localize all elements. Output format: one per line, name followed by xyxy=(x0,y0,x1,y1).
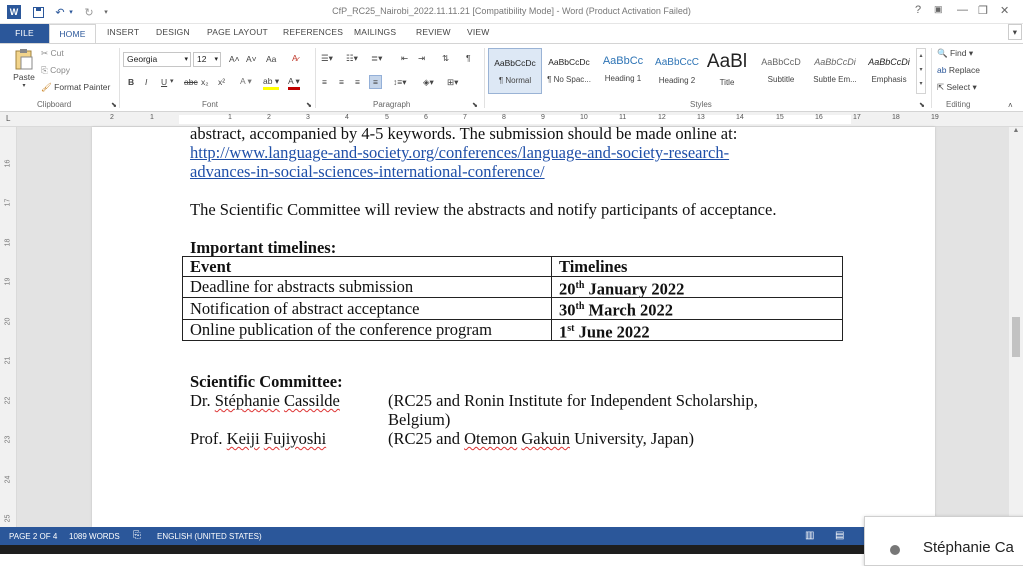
tab-home[interactable]: HOME xyxy=(49,24,96,44)
ribbon-home xyxy=(0,43,1023,112)
document-page[interactable] xyxy=(92,124,935,527)
clipboard-launcher-icon[interactable]: ⬊ xyxy=(111,102,117,109)
timelines-heading: Important timelines: xyxy=(190,238,337,257)
tab-design[interactable]: DESIGN xyxy=(156,27,190,37)
style-sample: AaBbCcDc xyxy=(548,57,590,67)
style-sample: AaBl xyxy=(706,51,748,72)
style-name: Subtle Em... xyxy=(813,75,857,84)
style-heading-2[interactable] xyxy=(650,48,704,94)
member-last-name: Fujiyoshi xyxy=(263,429,327,448)
ruler-tick-label: 1 xyxy=(150,114,154,121)
text-effects-icon[interactable]: A ▾ xyxy=(240,76,252,86)
style-name: Heading 1 xyxy=(604,74,642,83)
ruler-tick-label: 6 xyxy=(424,114,428,121)
change-case-button[interactable]: Aa xyxy=(266,54,277,64)
vertical-scrollbar[interactable] xyxy=(1009,127,1023,527)
style-heading-1[interactable] xyxy=(596,48,650,94)
replace-button[interactable] xyxy=(937,65,980,75)
style-no-spacing[interactable] xyxy=(542,48,596,94)
affiliation-word: Gakuin xyxy=(521,429,570,448)
table-row xyxy=(183,319,843,341)
font-launcher-icon[interactable]: ⬊ xyxy=(306,102,312,109)
style-sample: AaBbCcDc xyxy=(494,58,536,68)
style-sample: AaBbCc xyxy=(602,55,644,67)
cut-button[interactable] xyxy=(41,48,64,59)
committee-heading: Scientific Committee: xyxy=(190,372,343,391)
ruler-tick-label: 16 xyxy=(4,159,12,168)
table-cell-date xyxy=(552,319,843,341)
date-day: 1 xyxy=(559,322,568,341)
tab-page-layout[interactable]: PAGE LAYOUT xyxy=(207,27,268,37)
italic-button[interactable]: I xyxy=(145,77,148,87)
format-painter-icon: 🖌 xyxy=(41,82,55,92)
font-size-value: 12 xyxy=(197,54,207,64)
style-sample: AaBbCcDi xyxy=(868,57,910,67)
style-subtle-emphasis[interactable] xyxy=(808,48,862,94)
find-label: Find xyxy=(949,48,967,58)
date-rest: June 2022 xyxy=(574,322,650,341)
ruler-tick-label: 25 xyxy=(4,514,12,523)
ruler-tick-label: 13 xyxy=(697,114,705,121)
style-title[interactable] xyxy=(700,48,754,94)
tab-references[interactable]: REFERENCES xyxy=(283,27,344,37)
format-painter-button[interactable] xyxy=(41,82,110,93)
print-layout-icon[interactable]: ▤ xyxy=(835,530,845,541)
paste-label: Paste xyxy=(13,72,35,82)
style-name: Emphasis xyxy=(871,75,907,84)
font-name-combo[interactable] xyxy=(123,52,191,67)
ruler-tick-label: 8 xyxy=(502,114,506,121)
clipboard-group-label: Clipboard xyxy=(37,100,72,109)
cut-icon: ✂ xyxy=(41,48,51,58)
font-group-label: Font xyxy=(202,100,219,109)
styles-scroll[interactable]: ▴ ▾ ▾ xyxy=(916,48,926,94)
table-cell-date xyxy=(552,298,843,320)
restore-button[interactable]: ❐ xyxy=(978,5,988,17)
bullets-icon[interactable]: ☰▾ xyxy=(321,53,333,63)
style-subtitle[interactable] xyxy=(754,48,808,94)
ruler-tick-label: 18 xyxy=(4,238,12,247)
title-bar xyxy=(0,0,1023,24)
ruler-tick-label: 22 xyxy=(4,396,12,405)
member-last-name: Cassilde xyxy=(283,391,340,410)
clear-formatting-icon[interactable]: A̷ xyxy=(292,53,298,63)
conference-link-line-1[interactable]: http://www.language-and-society.org/conferences/language-and-society-research- xyxy=(190,143,730,162)
ruler-tick-label: 3 xyxy=(306,114,310,121)
timelines-table[interactable] xyxy=(182,256,843,341)
ruler-tick-label: 19 xyxy=(4,277,12,286)
page-count[interactable]: PAGE 2 OF 4 xyxy=(9,532,58,541)
cut-label: Cut xyxy=(50,48,64,58)
undo-dropdown-icon[interactable]: ▾ xyxy=(69,9,73,16)
styles-group-label: Styles xyxy=(690,100,712,109)
ribbon-display-options-icon[interactable]: ▣ xyxy=(934,4,943,14)
ruler-tick-label: 16 xyxy=(815,114,823,121)
ruler-tick-label: 12 xyxy=(658,114,666,121)
scroll-up-icon[interactable]: ▲ xyxy=(1012,127,1020,134)
paragraph-abstract: abstract, accompanied by 4-5 keywords. The submission should be made online at: xyxy=(190,124,738,143)
word-count[interactable]: 1089 WORDS xyxy=(69,532,120,541)
table-row xyxy=(183,276,843,298)
word-app-icon[interactable]: W xyxy=(7,5,21,19)
paragraph-group-label: Paragraph xyxy=(373,100,411,109)
ruler-tick-label: 23 xyxy=(4,435,12,444)
ruler-tick-label: 2 xyxy=(110,114,114,121)
ruler-tick-label: 20 xyxy=(4,317,12,326)
scroll-thumb[interactable] xyxy=(1012,317,1020,357)
vertical-ruler[interactable] xyxy=(0,127,17,527)
table-header-row xyxy=(183,257,843,277)
member-title: Dr. xyxy=(190,391,215,410)
table-cell-event: Online publication of the conference program xyxy=(183,319,552,341)
style-normal[interactable] xyxy=(488,48,542,94)
help-button[interactable]: ? xyxy=(915,4,922,16)
copy-button[interactable] xyxy=(41,65,70,76)
align-right-icon[interactable]: ≡ xyxy=(355,77,360,87)
tab-review[interactable]: REVIEW xyxy=(416,27,451,37)
font-size-combo[interactable] xyxy=(193,52,221,67)
ruler-tick-label: 17 xyxy=(853,114,861,121)
ruler-tick-label: 21 xyxy=(4,356,12,365)
copy-label: Copy xyxy=(50,65,71,75)
language-indicator[interactable]: ENGLISH (UNITED STATES) xyxy=(157,532,262,541)
align-center-icon[interactable]: ≡ xyxy=(339,77,344,87)
committee-member-name xyxy=(190,391,340,410)
participant-overlay-card xyxy=(864,516,1023,566)
participant-name: Stéphanie Ca xyxy=(923,539,1014,556)
grow-font-button[interactable]: A˄ xyxy=(229,54,240,64)
tab-file[interactable]: FILE xyxy=(0,24,49,43)
date-rest: January 2022 xyxy=(584,279,685,298)
font-color-icon[interactable]: A ▾ xyxy=(288,76,300,90)
sort-icon[interactable]: ⇅ xyxy=(442,53,450,63)
committee-member-affiliation xyxy=(388,429,694,448)
editing-group-label: Editing xyxy=(946,100,971,109)
align-left-icon[interactable]: ≡ xyxy=(322,77,327,87)
font-size-dropdown-icon: ▾ xyxy=(214,56,218,63)
ruler-tick-label: 24 xyxy=(4,475,12,484)
member-first-name: Stéphanie xyxy=(214,391,280,410)
tab-selector-icon[interactable]: L xyxy=(6,114,11,123)
redo-icon[interactable]: ↻ xyxy=(84,6,94,19)
underline-button[interactable]: U xyxy=(161,77,168,87)
font-name-dropdown-icon: ▾ xyxy=(184,56,188,63)
date-suffix: th xyxy=(575,279,585,291)
increase-indent-icon[interactable]: ⇥ xyxy=(418,53,426,63)
ruler-tick-label: 2 xyxy=(267,114,271,121)
select-button[interactable]: ⇱ Select ▾ xyxy=(937,82,977,92)
paste-dropdown-icon: ▾ xyxy=(22,83,26,89)
table-header-event: Event xyxy=(183,257,552,277)
window-title: CfP_RC25_Nairobi_2022.11.11.21 [Compatibility Mode] - Word (Product Activation Failed) xyxy=(332,6,691,16)
tab-view[interactable]: VIEW xyxy=(467,27,490,37)
committee-member-affiliation-cont: Belgium) xyxy=(388,410,451,429)
tab-insert[interactable]: INSERT xyxy=(107,27,140,37)
line-spacing-icon[interactable]: ↕≡▾ xyxy=(393,77,407,87)
ribbon-tabs xyxy=(0,24,1023,43)
date-day: 30 xyxy=(559,300,576,320)
paragraph-launcher-icon[interactable]: ⬊ xyxy=(472,102,478,109)
committee-member-name xyxy=(190,429,326,448)
ruler-tick-label: 17 xyxy=(4,198,12,207)
table-cell-event: Notification of abstract acceptance xyxy=(183,298,552,320)
table-header-timelines: Timelines xyxy=(552,257,843,277)
ruler-text-area xyxy=(179,115,851,124)
paragraph-review: The Scientific Committee will review the abstracts and notify participants of acceptance. xyxy=(190,200,777,219)
shrink-font-button[interactable]: A˅ xyxy=(246,54,257,64)
show-formatting-button[interactable]: ¶ xyxy=(466,53,471,63)
underline-dropdown-icon[interactable]: ▾ xyxy=(170,78,174,85)
date-day: 20 xyxy=(559,279,576,298)
ruler-tick-label: 5 xyxy=(385,114,389,121)
borders-icon[interactable]: ⊞▾ xyxy=(447,77,459,87)
committee-member-affiliation: (RC25 and Ronin Institute for Independent Scholarship, xyxy=(388,391,758,410)
paste-button[interactable] xyxy=(9,48,39,98)
subscript-button[interactable]: x₂ xyxy=(201,77,209,87)
copy-icon: ⎘ xyxy=(41,65,51,75)
ruler-tick-label: 10 xyxy=(580,114,588,121)
affiliation-text: (RC25 and xyxy=(388,429,465,448)
paste-icon xyxy=(13,48,35,70)
replace-icon: ab xyxy=(937,65,949,75)
member-first-name: Keiji xyxy=(226,429,260,448)
font-name-value: Georgia xyxy=(127,54,158,64)
ruler-tick-label: 18 xyxy=(892,114,900,121)
ribbon-scroll-icon[interactable]: ▾ xyxy=(1008,24,1022,40)
decrease-indent-icon[interactable]: ⇤ xyxy=(401,53,409,63)
style-emphasis[interactable] xyxy=(862,48,916,94)
select-label: Select xyxy=(946,82,971,92)
multilevel-list-icon[interactable]: ≣▾ xyxy=(371,53,383,63)
proofing-icon[interactable]: ⎘ xyxy=(133,530,141,541)
date-rest: March 2022 xyxy=(584,300,674,320)
undo-icon[interactable]: ↶ xyxy=(55,6,65,19)
style-name: Title xyxy=(719,78,735,87)
superscript-button[interactable]: x² xyxy=(218,77,226,87)
replace-label: Replace xyxy=(948,65,981,75)
date-suffix: th xyxy=(575,301,585,312)
find-icon: 🔍 xyxy=(937,48,950,58)
style-name: ¶ Normal xyxy=(498,76,532,85)
styles-launcher-icon[interactable]: ⬊ xyxy=(919,102,925,109)
bold-button[interactable]: B xyxy=(128,77,135,87)
numbering-icon[interactable]: ☷▾ xyxy=(346,53,358,63)
ruler-tick-label: 19 xyxy=(931,114,939,121)
select-icon: ⇱ xyxy=(937,82,947,92)
table-row xyxy=(183,298,843,320)
qat-customize-icon[interactable]: ▾ xyxy=(104,9,108,16)
ruler-tick-label: 15 xyxy=(776,114,784,121)
highlight-icon[interactable]: ab ▾ xyxy=(263,76,279,90)
ruler-tick-label: 4 xyxy=(345,114,349,121)
table-cell-date xyxy=(552,276,843,298)
justify-icon[interactable]: ≡ xyxy=(369,75,382,89)
style-sample: AaBbCcD xyxy=(761,57,801,67)
style-name: Heading 2 xyxy=(658,76,696,85)
tab-mailings[interactable]: MAILINGS xyxy=(354,27,397,37)
strikethrough-button[interactable]: abc xyxy=(184,77,198,87)
ruler-tick-label: 7 xyxy=(463,114,467,121)
affiliation-text: University, Japan) xyxy=(569,429,694,448)
ruler-tick-label: 14 xyxy=(736,114,744,121)
style-sample: AaBbCcC xyxy=(655,57,699,68)
ruler-tick-label: 1 xyxy=(228,114,232,121)
minimize-button[interactable]: — xyxy=(957,4,968,16)
style-name: ¶ No Spac... xyxy=(547,75,591,84)
date-suffix: st xyxy=(567,322,575,334)
member-title: Prof. xyxy=(190,429,227,448)
collapse-ribbon-icon[interactable]: ˄ xyxy=(1008,101,1013,110)
ruler-tick-label: 11 xyxy=(619,114,627,121)
table-cell-event: Deadline for abstracts submission xyxy=(183,276,552,298)
document-canvas[interactable] xyxy=(17,124,1023,527)
format-painter-label: Format Painter xyxy=(54,82,111,92)
style-name: Subtitle xyxy=(767,75,795,84)
shading-icon[interactable]: ◈▾ xyxy=(423,77,434,87)
close-button[interactable]: ✕ xyxy=(1000,5,1010,17)
ruler-tick-label: 9 xyxy=(541,114,545,121)
find-button[interactable]: 🔍 Find ▾ xyxy=(937,48,974,58)
style-sample: AaBbCcDi xyxy=(814,57,856,67)
affiliation-word: Otemon xyxy=(464,429,518,448)
read-mode-icon[interactable]: ▥ xyxy=(805,530,815,541)
conference-link-line-2[interactable]: advances-in-social-sciences-international-conference/ xyxy=(190,162,545,181)
